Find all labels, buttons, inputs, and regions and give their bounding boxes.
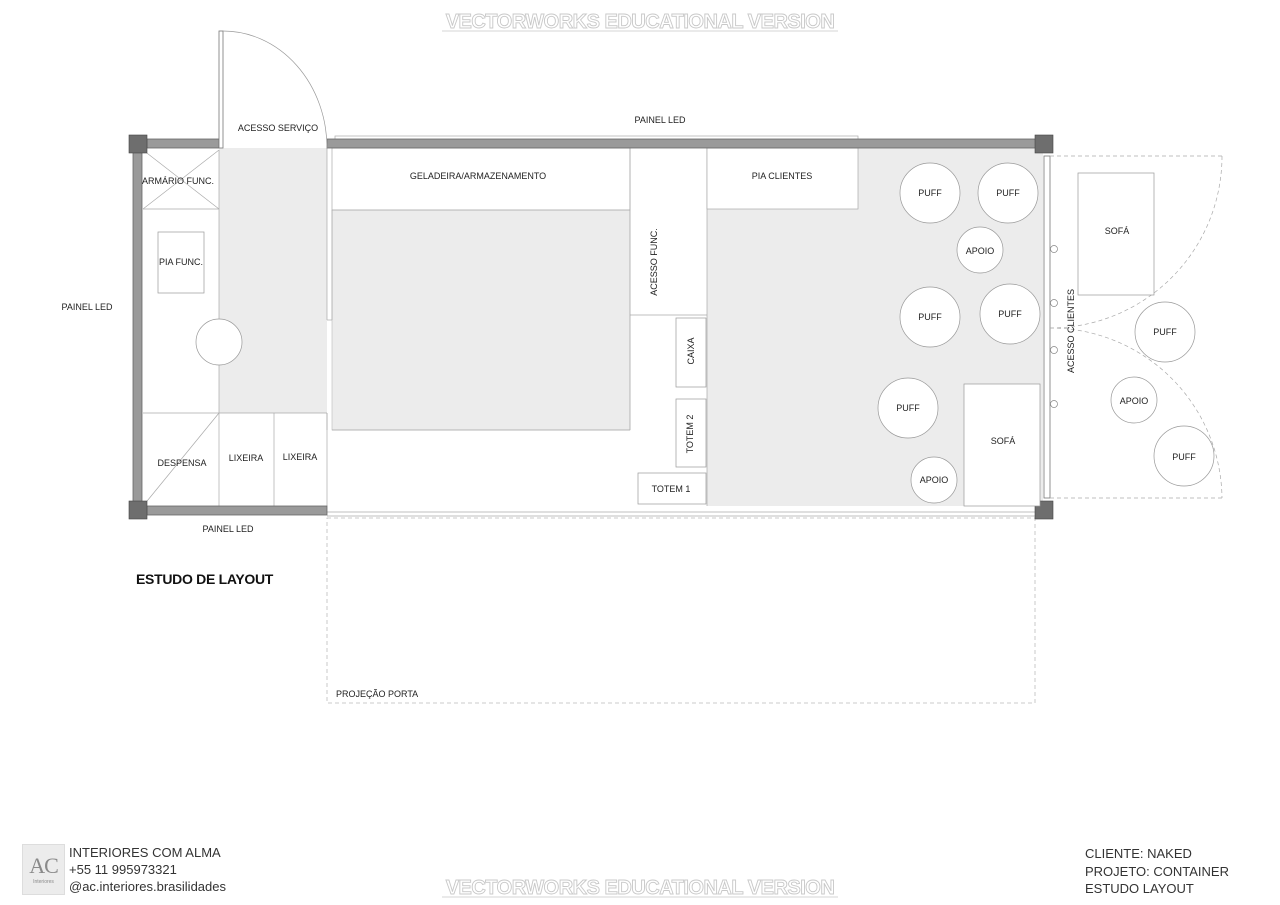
brand-phone: +55 11 995973321: [69, 862, 177, 877]
label-totem-1: TOTEM 1: [651, 484, 691, 494]
label-projecao-porta: PROJEÇÃO PORTA: [336, 689, 419, 699]
label-acesso-clientes: ACESSO CLIENTES: [1066, 288, 1076, 374]
label-totem-2: TOTEM 2: [685, 414, 695, 454]
label-puff-7: PUFF: [1172, 452, 1196, 462]
watermark-bottom: VECTORWORKS EDUCATIONAL VERSION: [445, 877, 835, 899]
label-painel-led-top: PAINEL LED: [634, 115, 686, 125]
service-table: [196, 319, 242, 365]
label-puff-5: PUFF: [896, 403, 920, 413]
service-corridor-floor: [219, 148, 327, 413]
central-floor: [332, 210, 630, 430]
label-lixeira-1: LIXEIRA: [228, 453, 264, 463]
project-client: CLIENTE: NAKED: [1085, 846, 1192, 861]
label-lixeira-2: LIXEIRA: [282, 452, 318, 462]
label-caixa: CAIXA: [686, 337, 696, 365]
brand-handle: @ac.interiores.brasilidades: [69, 879, 226, 894]
label-painel-led-bottom: PAINEL LED: [202, 524, 254, 534]
label-puff-2: PUFF: [996, 188, 1020, 198]
label-puff-4: PUFF: [998, 309, 1022, 319]
label-apoio-3: APOIO: [1119, 396, 1149, 406]
watermark-top: VECTORWORKS EDUCATIONAL VERSION: [445, 11, 835, 33]
logo-subtext: Interiores: [33, 878, 54, 885]
project-phase: ESTUDO LAYOUT: [1085, 881, 1194, 896]
brand-logo: [22, 844, 65, 895]
door-projection-area: [327, 518, 1035, 703]
project-name: PROJETO: CONTAINER: [1085, 863, 1229, 879]
label-painel-led-left: PAINEL LED: [61, 302, 113, 312]
brand-name: INTERIORES COM ALMA: [69, 845, 221, 860]
brand-info: [69, 844, 226, 895]
label-puff-6: PUFF: [1153, 327, 1177, 337]
label-acesso-func: ACESSO FUNC.: [649, 228, 659, 296]
brand-block: [22, 844, 226, 895]
label-despensa: DESPENSA: [157, 458, 207, 468]
label-geladeira: GELADEIRA/ARMAZENAMENTO: [409, 171, 547, 181]
label-sofa-inside: SOFÁ: [990, 436, 1016, 446]
door-hinges: [1051, 246, 1058, 408]
label-acesso-servico: ACESSO SERVIÇO: [237, 123, 319, 133]
project-info: [1085, 845, 1229, 898]
logo-text: AC: [29, 852, 58, 878]
label-apoio-2: APOIO: [919, 475, 949, 485]
label-pia-clientes: PIA CLIENTES: [751, 171, 813, 181]
label-apoio-1: APOIO: [965, 246, 995, 256]
label-pia-func: PIA FUNC.: [158, 257, 204, 267]
label-puff-1: PUFF: [918, 188, 942, 198]
drawing-title: ESTUDO DE LAYOUT: [136, 571, 274, 587]
label-puff-3: PUFF: [918, 312, 942, 322]
label-armario-func: ARMÁRIO FUNC.: [142, 176, 214, 186]
label-sofa-outside: SOFÁ: [1104, 226, 1130, 236]
